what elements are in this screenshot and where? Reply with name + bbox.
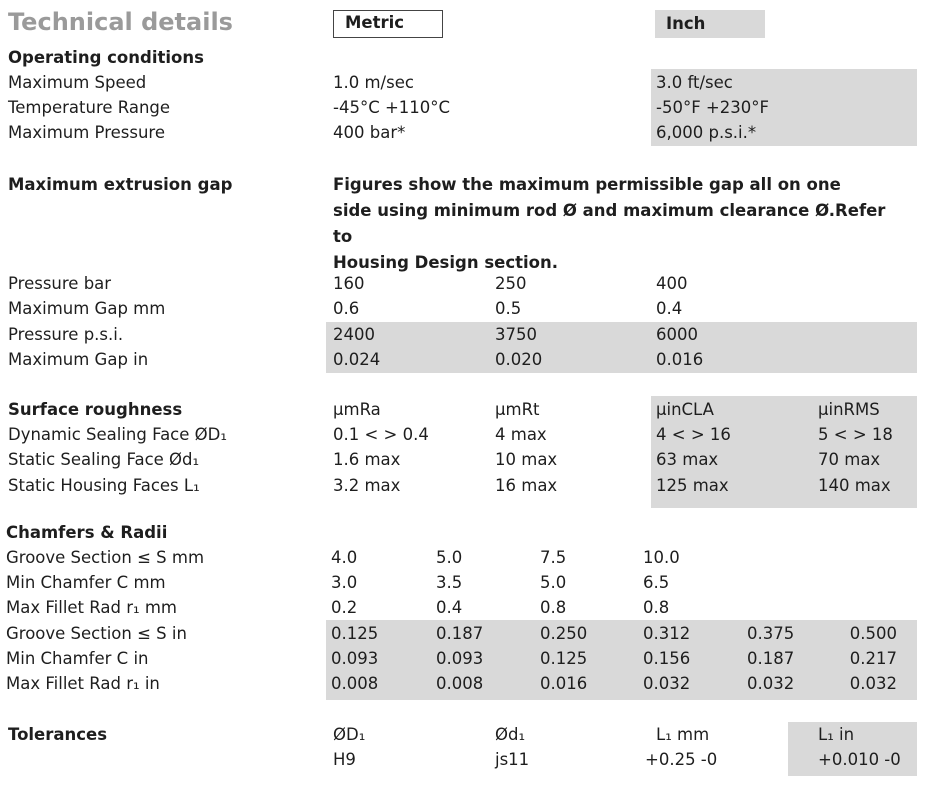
extrusion-row-label: Pressure bar — [8, 274, 112, 293]
extrusion-cell: 250 — [495, 274, 527, 293]
roughness-row-label: Dynamic Sealing Face ØD₁ — [8, 425, 227, 444]
roughness-cell: 16 max — [495, 476, 558, 495]
operating-row-inch: 6,000 p.s.i.* — [656, 123, 757, 142]
inch-header: Inch — [655, 10, 765, 38]
roughness-cell: 5 < > 18 — [818, 425, 893, 444]
roughness-cell: 63 max — [656, 450, 719, 469]
extrusion-heading: Maximum extrusion gap — [8, 175, 233, 194]
tolerance-column-header: L₁ in — [818, 725, 855, 744]
chamfer-cell: 0.032 — [643, 674, 691, 693]
chamfer-cell: 3.5 — [436, 573, 463, 592]
tolerances-heading: Tolerances — [8, 725, 108, 744]
extrusion-cell: 400 — [656, 274, 688, 293]
chamfer-cell: 0.217 — [849, 649, 897, 668]
roughness-column-header: µinCLA — [656, 400, 714, 419]
chamfer-cell: 0.032 — [747, 674, 795, 693]
extrusion-note: Figures show the maximum permissible gap all on one side using minimum rod Ø and maximum clearance Ø.Refer to Housing Design section. — [333, 175, 886, 272]
tolerance-value: +0.010 -0 — [818, 750, 901, 769]
metric-header: Metric — [333, 10, 443, 38]
chamfer-cell: 6.5 — [643, 573, 670, 592]
extrusion-cell: 0.5 — [495, 299, 522, 318]
extrusion-psi-shade — [326, 322, 917, 373]
chamfer-cell: 0.8 — [540, 598, 567, 617]
chamfer-cell: 0.016 — [540, 674, 588, 693]
chamfer-cell: 0.312 — [643, 624, 691, 643]
roughness-cell: 1.6 max — [333, 450, 401, 469]
extrusion-row-label: Maximum Gap mm — [8, 299, 166, 318]
chamfer-cell: 0.2 — [331, 598, 358, 617]
extrusion-cell: 160 — [333, 274, 365, 293]
operating-row-label: Maximum Pressure — [8, 123, 165, 142]
roughness-column-header: µinRMS — [818, 400, 880, 419]
roughness-cell: 4 max — [495, 425, 547, 444]
roughness-cell: 140 max — [818, 476, 891, 495]
tolerance-column-header: ØD₁ — [333, 725, 366, 744]
chamfer-cell: 0.156 — [643, 649, 691, 668]
extrusion-cell: 0.024 — [333, 350, 381, 369]
chamfer-cell: 10.0 — [643, 548, 680, 567]
chamfer-cell: 0.008 — [331, 674, 379, 693]
chamfer-cell: 0.187 — [747, 649, 795, 668]
extrusion-cell: 0.4 — [656, 299, 683, 318]
chamfer-inch-shade — [326, 620, 917, 700]
extrusion-row-label: Pressure p.s.i. — [8, 325, 124, 344]
chamfer-cell: 0.093 — [436, 649, 484, 668]
operating-row-label: Temperature Range — [8, 98, 171, 117]
chamfer-cell: 5.0 — [540, 573, 567, 592]
chamfer-cell: 0.250 — [540, 624, 588, 643]
operating-row-inch: 3.0 ft/sec — [656, 73, 733, 92]
chamfer-row-label: Max Fillet Rad r₁ in — [6, 674, 160, 693]
extrusion-cell: 2400 — [333, 325, 375, 344]
operating-row-label: Maximum Speed — [8, 73, 147, 92]
operating-row-metric: 400 bar* — [333, 123, 406, 142]
chamfer-cell: 0.500 — [849, 624, 897, 643]
chamfer-cell: 0.8 — [643, 598, 670, 617]
chamfer-cell: 0.032 — [849, 674, 897, 693]
roughness-column-header: µmRa — [333, 400, 381, 419]
chamfers-heading: Chamfers & Radii — [6, 523, 168, 542]
roughness-cell: 0.1 < > 0.4 — [333, 425, 429, 444]
chamfer-cell: 4.0 — [331, 548, 358, 567]
chamfer-cell: 0.125 — [540, 649, 588, 668]
chamfer-cell: 0.093 — [331, 649, 379, 668]
roughness-cell: 125 max — [656, 476, 729, 495]
operating-row-metric: -45°C +110°C — [333, 98, 451, 117]
roughness-cell: 3.2 max — [333, 476, 401, 495]
roughness-row-label: Static Sealing Face Ød₁ — [8, 450, 200, 469]
chamfer-row-label: Max Fillet Rad r₁ mm — [6, 598, 177, 617]
chamfer-row-label: Min Chamfer C in — [6, 649, 149, 668]
roughness-cell: 70 max — [818, 450, 881, 469]
tolerance-value: js11 — [495, 750, 530, 769]
tolerance-column-header: L₁ mm — [656, 725, 710, 744]
roughness-cell: 10 max — [495, 450, 558, 469]
tolerance-value: H9 — [333, 750, 356, 769]
chamfer-cell: 0.008 — [436, 674, 484, 693]
roughness-row-label: Static Housing Faces L₁ — [8, 476, 200, 495]
chamfer-row-label: Groove Section ≤ S in — [6, 624, 187, 643]
extrusion-cell: 0.6 — [333, 299, 360, 318]
extrusion-cell: 6000 — [656, 325, 698, 344]
page-title: Technical details — [8, 8, 233, 36]
tolerance-column-header: Ød₁ — [495, 725, 526, 744]
operating-heading: Operating conditions — [8, 48, 204, 67]
chamfer-cell: 0.375 — [747, 624, 795, 643]
tolerance-value: +0.25 -0 — [645, 750, 718, 769]
operating-row-inch: -50°F +230°F — [656, 98, 769, 117]
extrusion-cell: 0.020 — [495, 350, 543, 369]
chamfer-cell: 0.125 — [331, 624, 379, 643]
roughness-heading: Surface roughness — [8, 400, 183, 419]
chamfer-cell: 0.4 — [436, 598, 463, 617]
roughness-column-header: µmRt — [495, 400, 540, 419]
chamfer-cell: 5.0 — [436, 548, 463, 567]
extrusion-cell: 3750 — [495, 325, 537, 344]
extrusion-row-label: Maximum Gap in — [8, 350, 149, 369]
chamfer-cell: 0.187 — [436, 624, 484, 643]
extrusion-cell: 0.016 — [656, 350, 704, 369]
chamfer-cell: 7.5 — [540, 548, 567, 567]
chamfer-row-label: Groove Section ≤ S mm — [6, 548, 205, 567]
chamfer-row-label: Min Chamfer C mm — [6, 573, 166, 592]
roughness-cell: 4 < > 16 — [656, 425, 731, 444]
operating-row-metric: 1.0 m/sec — [333, 73, 414, 92]
chamfer-cell: 3.0 — [331, 573, 358, 592]
